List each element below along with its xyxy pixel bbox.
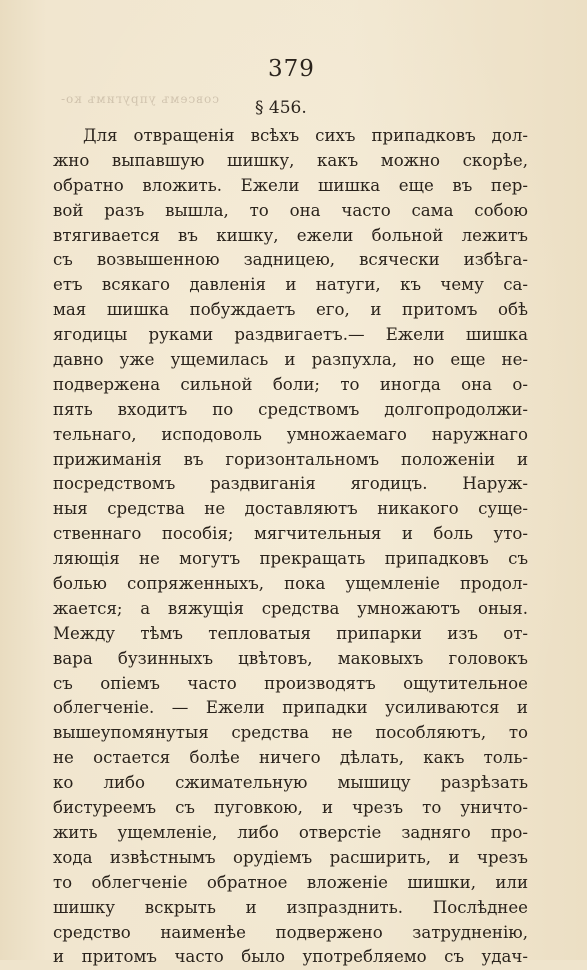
- text-line: съ опіемъ часто производятъ ощутительное: [53, 673, 528, 693]
- text-line: облегченіе. — Ежели припадки усиливаются и: [53, 698, 528, 718]
- text-line: шишку вскрыть и изпразднить. Послѣднее: [53, 897, 528, 917]
- text-line: ягодицы руками раздвигаетъ.— Ежели шишка: [53, 325, 528, 345]
- text-line: вышеупомянутыя средства не пособляютъ, то: [53, 723, 528, 743]
- text-line: жно выпавшую шишку, какъ можно скорѣе,: [53, 150, 528, 170]
- text-line: съ возвышенною задницею, всячески избѣга-: [53, 250, 528, 270]
- body-text: [53, 124, 528, 970]
- section-heading: § 456.: [255, 98, 307, 118]
- text-line: вара бузинныхъ цвѣтовъ, маковыхъ головокъ: [53, 648, 528, 668]
- text-line: и притомъ часто было употребляемо съ удач-: [53, 947, 528, 967]
- text-line: ственнаго пособія; мягчительныя и боль уто-: [53, 524, 528, 544]
- page-number: 379: [268, 56, 315, 82]
- text-line: тельнаго, исподоволь умножаемаго наружнаго: [53, 424, 528, 444]
- text-line: ляющія не могутъ прекращать припадковъ съ: [53, 549, 528, 569]
- text-line: посредствомъ раздвиганія ягодицъ. Наруж-: [53, 474, 528, 494]
- text-line: ко либо сжимательную мышицу разрѣзать: [53, 773, 528, 793]
- text-line: жить ущемленіе, либо отверстіе задняго про-: [53, 822, 528, 842]
- text-line: етъ всякаго давленія и натуги, къ чему са-: [53, 275, 528, 295]
- bleed-through-text: совсемъ упругимъ ко-: [60, 92, 219, 106]
- text-line: бистуреемъ съ пуговкою, и чрезъ то уничто-: [53, 798, 528, 818]
- text-line: ныя средства не доставляютъ никакого суще-: [53, 499, 528, 519]
- text-line: пять входитъ по средствомъ долгопродолжи-: [53, 399, 528, 419]
- text-line: Между тѣмъ тепловатыя припарки изъ от-: [53, 623, 528, 643]
- text-line: жается; а вяжущія средства умножаютъ оныя.: [53, 598, 528, 618]
- text-line: обратно вложить. Ежели шишка еще въ пер-: [53, 175, 528, 195]
- text-line: Для отвращенія всѣхъ сихъ припадковъ дол-: [83, 126, 528, 145]
- text-line: мая шишка побуждаетъ его, и притомъ обѣ: [53, 300, 528, 320]
- text-line: болью сопряженныхъ, пока ущемленіе продол-: [53, 574, 528, 594]
- text-line: не остается болѣе ничего дѣлать, какъ толь-: [53, 748, 528, 768]
- text-line: давно уже ущемилась и разпухла, но еще не-: [53, 350, 528, 370]
- text-line: втягивается въ кишку, ежели больной лежитъ: [53, 225, 528, 245]
- text-line: то облегченіе обратное вложеніе шишки, или: [53, 872, 528, 892]
- text-line: хода извѣстнымъ орудіемъ расширить, и чрезъ: [53, 847, 528, 867]
- text-line: вой разъ вышла, то она часто сама собою: [53, 200, 528, 220]
- text-line: прижиманія въ горизонтальномъ положеніи и: [53, 449, 528, 469]
- text-line: средство наименѣе подвержено затрудненію,: [53, 922, 528, 942]
- text-line: подвержена сильной боли; то иногда она о-: [53, 374, 528, 394]
